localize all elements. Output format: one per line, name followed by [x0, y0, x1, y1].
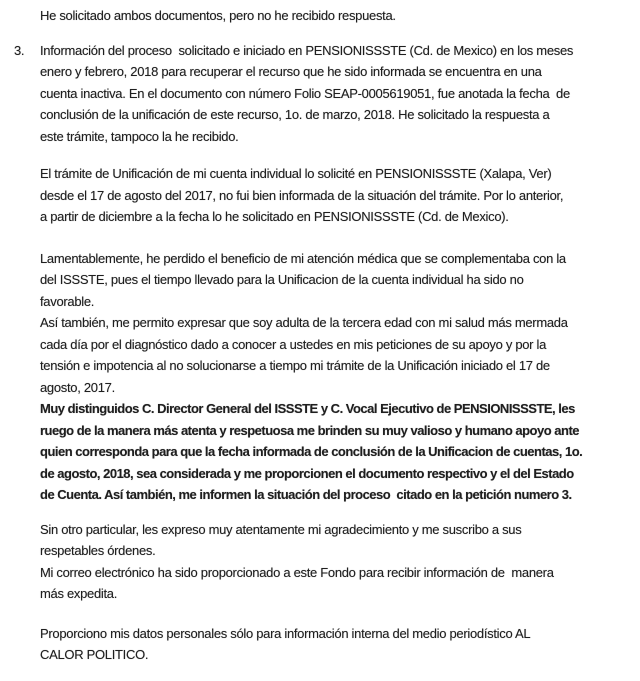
text-line: de agosto, 2018, sea considerada y me proporcionen el documento respectivo y el del Estado — [40, 465, 574, 481]
text-line: quien corresponda para que la fecha informada de conclusión de la Unificacion de cuentas, 1o. — [40, 444, 583, 459]
text-line: Sin otro particular, les expreso muy atentamente mi agradecimiento y me suscribo a sus — [40, 521, 522, 537]
text-line: desde el 17 de agosto del 2017, no fui bien informada de la situación del trámite. Por lo anterior, — [40, 187, 564, 203]
text-line: He solicitado ambos documentos, pero no he recibido respuesta. — [40, 8, 396, 23]
paragraph-datos-personales — [40, 623, 614, 666]
text-line: a partir de diciembre a la fecha lo he solicitado en PENSIONISSSTE (Cd. de Mexico). — [40, 209, 509, 224]
text-line: Lamentablemente, he perdido el beneficio de mi atención médica que se complementaba con la — [40, 250, 566, 266]
paragraph-asi-tambien — [40, 312, 614, 398]
text-line: enero y febrero, 2018 para recuperar el recurso que he sido informada se encuentra en una — [40, 64, 542, 79]
text-line: conclusión de la unificación de este recurso, 1o. de marzo, 2018. He solicitado la respuesta a — [40, 107, 550, 122]
text-line: este trámite, tampoco la he recibido. — [40, 128, 239, 144]
paragraph-correo — [40, 562, 614, 605]
text-line: agosto, 2017. — [40, 379, 115, 395]
paragraph-intro — [40, 5, 614, 27]
text-line: ruego de la manera más atenta y respetuosa me brinden su muy valioso y humano apoyo ante — [40, 422, 580, 438]
text-line: cuenta inactiva. En el documento con número Folio SEAP-0005619051, fue anotada la fecha de — [40, 85, 570, 101]
paragraph-peticion-bold — [40, 398, 614, 506]
text-line: Mi correo electrónico ha sido proporcionado a este Fondo para recibir información de manera — [40, 564, 554, 580]
text-line: tensión e impotencia al no solucionarse a tiempo mi trámite de la Unificación iniciado el 17 de — [40, 358, 550, 373]
list-item-number: 3. — [14, 42, 25, 58]
text-line: Muy distinguidos C. Director General del ISSSTE y C. Vocal Ejecutivo de PENSIONISSSTE, les — [40, 401, 575, 416]
paragraph-despedida — [40, 519, 614, 562]
text-line: favorable. — [40, 293, 95, 309]
text-line: Información del proceso solicitado e iniciado en PENSIONISSSTE (Cd. de Mexico) en los meses — [40, 42, 574, 58]
numbered-item-3 — [14, 40, 614, 148]
text-line: El trámite de Unificación de mi cuenta individual lo solicité en PENSIONISSSTE (Xalapa, Ver) — [40, 166, 552, 181]
text-line: respetables órdenes. — [40, 543, 156, 558]
text-line: Así también, me permito expresar que soy adulta de la tercera edad con mi salud más mermada — [40, 315, 568, 330]
text-line: Proporciono mis datos personales sólo para información interna del medio periodístico AL — [40, 625, 531, 641]
text-line: cada día por el diagnóstico dado a conocer a ustedes en mis peticiones de su apoyo y por la — [40, 336, 547, 352]
paragraph-lamentablemente — [40, 248, 614, 313]
paragraph-tramite-unificacion — [40, 163, 614, 228]
text-line: de Cuenta. Así también, me informen la situación del proceso citado en la petición numero 3. — [40, 487, 572, 502]
text-line: del ISSSTE, pues el tiempo llevado para la Unificacion de la cuenta individual ha sido no — [40, 272, 524, 287]
text-line: CALOR POLITICO. — [40, 647, 149, 662]
text-line: más expedita. — [40, 586, 118, 601]
